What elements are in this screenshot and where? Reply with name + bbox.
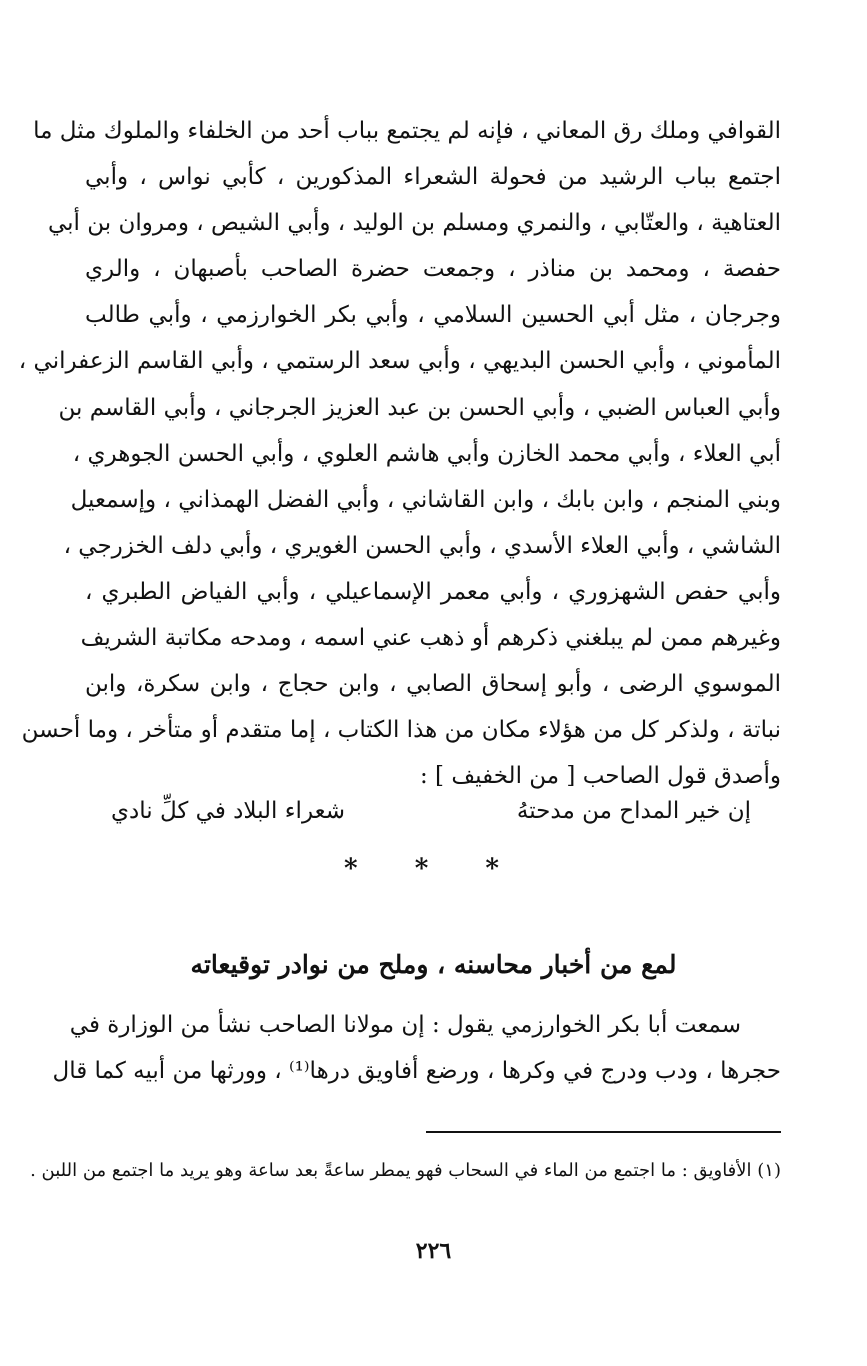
text-line: وأبي حفص الشهزوري ، وأبي معمر الإسماعيلي ، وأبي الفياض الطبري ، <box>85 578 781 605</box>
footnote: (١) الأفاويق : ما اجتمع من الماء في السحاب فهو يمطر ساعةً بعد ساعة وهو يريد ما اجتمع من اللبن . <box>30 1160 781 1181</box>
text-line: وأصدق قول الصاحب [ من الخفيف ] : <box>419 763 781 790</box>
footnote-divider <box>426 1131 781 1133</box>
text-line: الشاشي ، وأبي العلاء الأسدي ، وأبي الحسن الغويري ، وأبي دلف الخزرجي ، <box>63 532 781 559</box>
main-paragraph <box>18 108 781 799</box>
verse-second-hemistich: شعراء البلاد في كلِّ نادي <box>111 798 345 824</box>
text-line: أبي العلاء ، وأبي محمد الخازن وأبي هاشم العلوي ، وأبي الحسن الجوهري ، <box>72 440 781 467</box>
text-line: اجتمع بباب الرشيد من فحولة الشعراء المذكورين ، كأبي نواس ، وأبي <box>85 164 781 191</box>
text-line: العتاهية ، والعتّابي ، والنمري ومسلم بن الوليد ، وأبي الشيص ، ومروان بن أبي <box>47 210 781 237</box>
second-paragraph <box>52 1002 781 1094</box>
poetry-verse <box>111 788 751 834</box>
text-line: القوافي وملك رق المعاني ، فإنه لم يجتمع بباب أحد من الخلفاء والملوك مثل ما <box>33 118 781 144</box>
text-line: حفصة ، ومحمد بن مناذر ، وجمعت حضرة الصاحب بأصبهان ، والري <box>85 256 781 283</box>
text-line: وجرجان ، مثل أبي الحسين السلامي ، وأبي بكر الخوارزمي ، وأبي طالب <box>85 302 781 329</box>
section-heading: لمع من أخبار محاسنه ، وملح من نوادر توقيعاته <box>190 950 677 979</box>
verse-first-hemistich: إن خير المداح من مدحتهُ <box>516 798 751 824</box>
text-line: حجرها ، ودب ودرج في وكرها ، ورضع أفاويق درها⁽¹⁾ ، وورثها من أبيه كما قال <box>52 1058 781 1085</box>
text-line: وغيرهم ممن لم يبلغني ذكرهم أو ذهب عني اسمه ، ومدحه مكاتبة الشريف <box>80 625 781 652</box>
text-line: وبني المنجم ، وابن بابك ، وابن القاشاني ، وأبي الفضل الهمذاني ، وإسمعيل <box>70 486 781 513</box>
text-line: نباتة ، ولذكر كل من هؤلاء مكان من هذا الكتاب ، إما متقدم أو متأخر ، وما أحسن <box>21 717 781 744</box>
text-line: المأموني ، وأبي الحسن البديهي ، وأبي سعد الرستمي ، وأبي القاسم الزعفراني ، <box>18 348 781 375</box>
text-line: الموسوي الرضى ، وأبو إسحاق الصابي ، وابن حجاج ، وابن سكرة، وابن <box>85 671 781 698</box>
section-separator: * * * <box>344 854 523 884</box>
text-line: سمعت أبا بكر الخوارزمي يقول : إن مولانا الصاحب نشأ من الوزارة في <box>69 1012 741 1038</box>
page-number: ٢٢٦ <box>415 1238 452 1264</box>
text-line: وأبي العباس الضبي ، وأبي الحسن بن عبد العزيز الجرجاني ، وأبي القاسم بن <box>58 394 781 421</box>
